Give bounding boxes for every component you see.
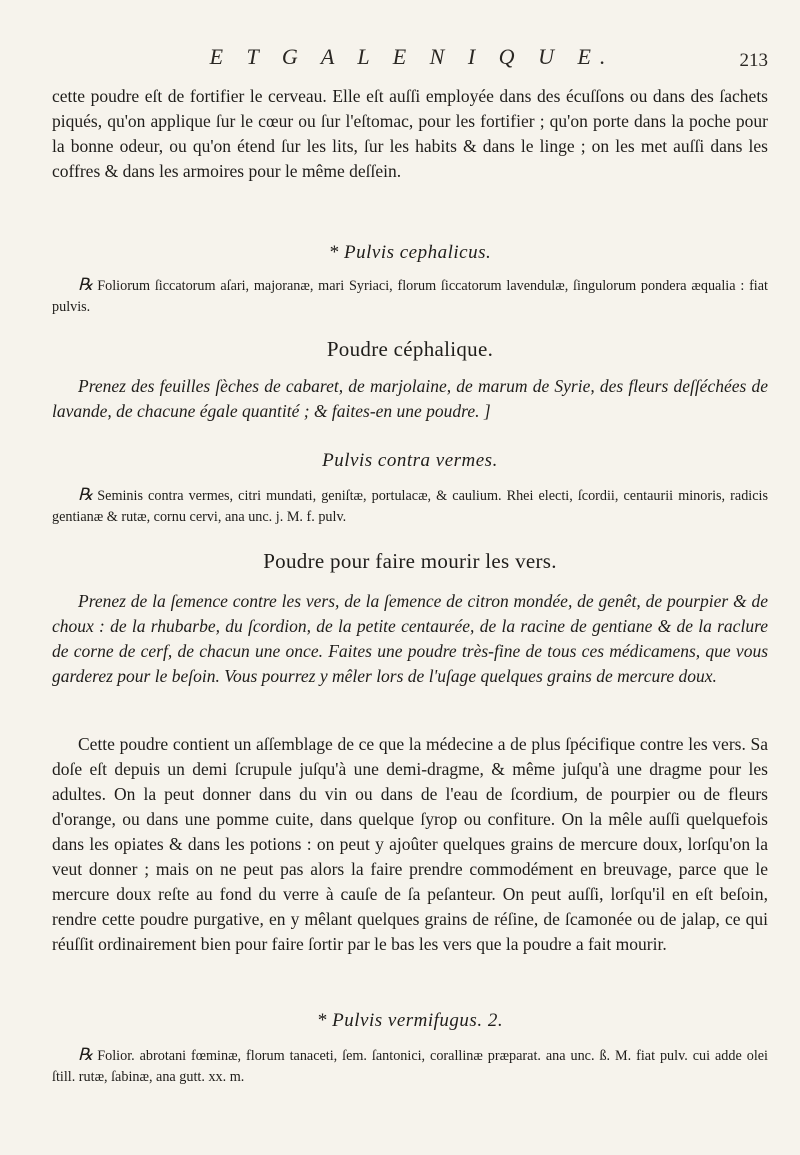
french-title-vers-block [52,549,768,574]
page-number: 213 [739,50,768,71]
recipe-symbol: ℞ [78,1045,94,1064]
latin-recipe-cephalicus [52,274,768,318]
latin-title-vermifugus-block [52,1010,768,1032]
latin-recipe-vermifugus [52,1044,768,1088]
running-title: E T G A L E N I Q U E. [209,44,615,69]
section-pulvis-cephalicus [52,242,768,264]
french-title-cephalique-block [52,337,768,362]
latin-recipe-vermifugus-block [52,1044,768,1088]
french-recipe-vers: Prenez de la ſemence contre les vers, de la ſemence de citron mondée, de genêt, de pourpier & de choux : de la rhubarbe, du ſcordion, de la petite centaurée, de la racine de gentiane & de la raclure de corne de cerf, de chacun une once. Faites une poudre très-fine de tous ces médicamens, que vous garderez pour le beſoin. Vous pourrez y mêler lors de l'uſage quelques grains de mercure doux. [52,591,768,686]
commentary-paragraph: Cette poudre contient un aſſemblage de ce que la médecine a de plus ſpécifique contre les vers. Sa doſe eſt depuis un demi ſcrupule juſqu'à une demi-dragme, & même juſqu'à une dragme pour les adultes. On la peut donner dans du vin ou dans de l'eau de ſcordium, de pourpier ou de fleurs d'orange, ou dans une pomme cuite, dans quelque ſyrop ou confiture. On la mêle auſſi quelquefois dans les opiates & dans les potions : on peut y ajoûter quelques grains de mercure doux, lorſqu'on la veut donner ; mais on ne peut pas alors la faire prendre commodément en breuvage, parce que le mercure doux reſte au fond du verre à cauſe de ſa peſanteur. On peut auſſi, lorſqu'il en eſt beſoin, rendre cette poudre purgative, en y mêlant quelques grains de réſine, de ſcamonée ou de jalap, ce qui réuſſit ordinairement bien pour faire ſortir par le bas les vers que la poudre a fait mourir. [52,734,768,954]
latin-title-vermes-block [52,450,768,472]
french-recipe-vers-block [52,589,768,689]
latin-recipe-vermes-block [52,484,768,528]
page-header [56,44,768,80]
latin-recipe-text: Seminis contra vermes, citri mundati, geniſtæ, portulacæ, & caulium. Rhei electi, ſcordii, centaurii minoris, radicis gentianæ & rutæ, cornu cervi, ana unc. j. M. f. pulv. [52,488,768,525]
latin-recipe-cephalicus-block [52,274,768,318]
recipe-symbol: ℞ [78,485,94,504]
intro-paragraph: cette poudre eſt de fortifier le cerveau. Elle eſt auſſi employée dans des écuſſons ou dans des ſachets piqués, qu'on applique ſur le cœur ou ſur l'eſtomac, pour les fortifier ; qu'on porte dans la poche pour la bonne odeur, ou qu'on étend ſur les lits, ſur les habits & dans le linge ; on les met auſſi dans les coffres & dans les armoires pour le même deſſein. [52,86,768,181]
french-title-vers: Poudre pour faire mourir les vers. [263,549,557,573]
intro-paragraph-block [52,84,768,184]
recipe-symbol: ℞ [78,275,94,294]
french-title-cephalique: Poudre céphalique. [326,337,494,361]
latin-recipe-text: Folior. abrotani fœminæ, florum tanaceti, ſem. ſantonici, corallinæ præparat. ana unc. ß. M. fiat pulv. cui adde olei ſtill. rutæ, ſabinæ, ana gutt. xx. m. [52,1048,768,1085]
latin-recipe-vermes [52,484,768,528]
latin-title-cephalicus: * Pulvis cephalicus. [328,242,492,263]
latin-title-vermifugus: * Pulvis vermifugus. 2. [316,1010,504,1031]
latin-title-vermes: Pulvis contra vermes. [322,450,498,471]
french-recipe-cephalique-block [52,374,768,424]
commentary-block [52,732,768,957]
french-recipe-cephalique: Prenez des feuilles ſèches de cabaret, de marjolaine, de marum de Syrie, des fleurs deſſéchées de lavande, de chacune égale quantité ; & faites-en une poudre. ] [52,376,768,421]
latin-recipe-text: Foliorum ſiccatorum aſari, majoranæ, mari Syriaci, florum ſiccatorum lavendulæ, ſingulorum pondera æqualia : fiat pulvis. [52,278,768,315]
